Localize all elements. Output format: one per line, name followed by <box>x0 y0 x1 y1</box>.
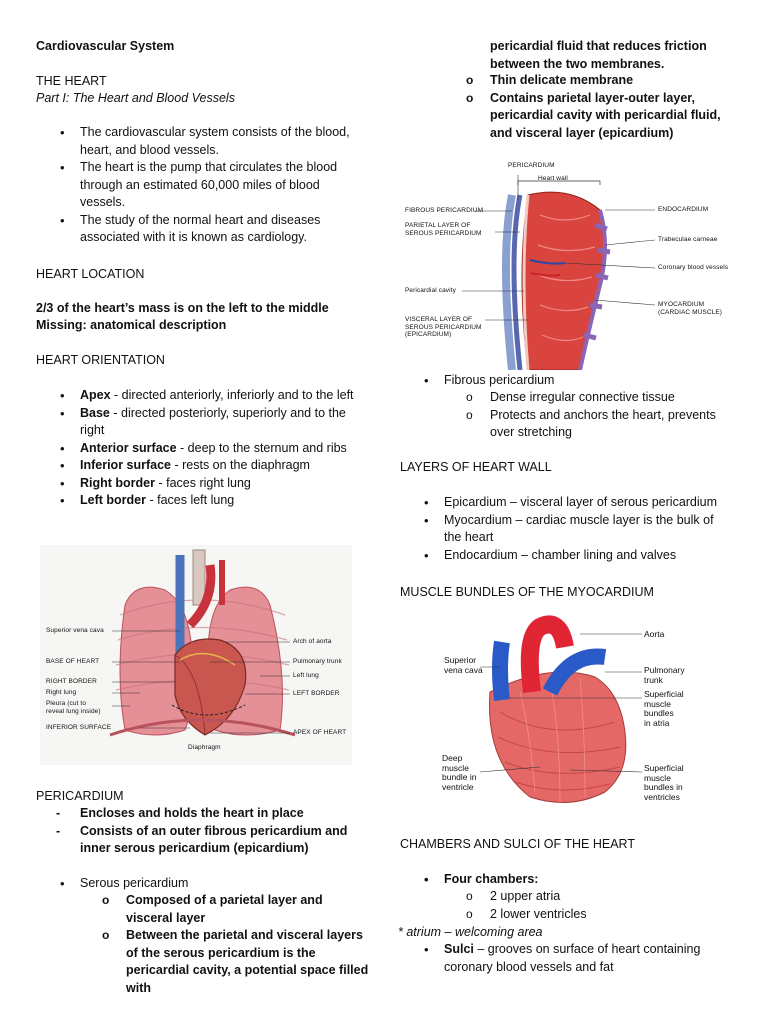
list-item: o 2 upper atria <box>400 888 740 906</box>
list-item: o Thin delicate membrane <box>400 72 730 90</box>
label-pericardial-cavity: Pericardial cavity <box>405 287 456 294</box>
orientation-item: • Inferior surface - rests on the diaphragm <box>36 457 370 475</box>
atrium-note: * atrium – welcoming area <box>398 925 543 939</box>
serous-sublist <box>36 892 369 997</box>
label-fibrous-pericardium: FIBROUS PERICARDIUM <box>405 207 484 214</box>
label-endocardium: ENDOCARDIUM <box>658 206 709 213</box>
orientation-heading: HEART ORIENTATION <box>36 353 165 367</box>
label-deep-muscle: Deep muscle bundle in ventricle <box>442 753 477 792</box>
orientation-list <box>36 387 366 510</box>
label-pulmonary-trunk: Pulmonary trunk <box>293 658 342 665</box>
list-item: o Protects and anchors the heart, prevents over stretching <box>400 407 740 442</box>
chambers-list <box>400 871 740 889</box>
document-title: Cardiovascular System <box>36 39 175 53</box>
sulci-list <box>400 941 740 976</box>
list-item: • Endocardium – chamber lining and valves <box>400 547 734 565</box>
label-superior-vena-cava-3: Superior vena cava <box>444 655 483 675</box>
label-superior-vena-cava: Superior vena cava <box>46 627 104 634</box>
list-item: • The study of the normal heart and diseases associated with it is known as cardiology. <box>36 212 362 247</box>
label-inferior-surface: INFERIOR SURFACE <box>46 724 112 731</box>
part-title: Part I: The Heart and Blood Vessels <box>36 91 235 105</box>
label-diaphragm: Diaphragm <box>188 744 221 751</box>
pericardium-heading: PERICARDIUM <box>36 789 124 803</box>
orientation-item: • Anterior surface - deep to the sternum and ribs <box>36 440 370 458</box>
orientation-item: • Left border - faces left lung <box>36 492 370 510</box>
continued-sublist <box>400 72 740 142</box>
label-superficial-atria: Superficial muscle bundles in atria <box>644 689 684 728</box>
location-line: 2/3 of the heart’s mass is on the left to the middle <box>36 301 329 315</box>
list-item: o Between the parietal and visceral layers of the serous pericardium is the pericardial cavity, a potential space filled with <box>36 927 372 997</box>
label-pericardium: PERICARDIUM <box>508 162 555 169</box>
orientation-item: • Right border - faces right lung <box>36 475 370 493</box>
label-coronary-vessels: Coronary blood vessels <box>658 264 729 271</box>
label-superficial-ventricles: Superficial muscle bundles in ventricles <box>644 763 684 802</box>
continued-text: pericardial fluid that reduces friction between the two membranes. <box>490 39 707 71</box>
list-item: • Epicardium – visceral layer of serous pericardium <box>400 494 734 512</box>
chambers-heading: CHAMBERS AND SULCI OF THE HEART <box>400 837 635 851</box>
label-trabeculae-carneae: Trabeculae carneae <box>658 236 718 243</box>
list-item: • Sulci – grooves on surface of heart containing coronary blood vessels and fat <box>400 941 734 976</box>
list-item: o Composed of a parietal layer and visceral layer <box>36 892 366 927</box>
list-item: o 2 lower ventricles <box>400 906 740 924</box>
list-item: • Four chambers: <box>400 871 740 889</box>
layers-list <box>400 494 740 564</box>
label-aorta: Aorta <box>644 629 665 639</box>
orientation-item: • Base - directed posteriorly, superiorly and to the right <box>36 405 362 440</box>
muscle-heading: MUSCLE BUNDLES OF THE MYOCARDIUM <box>400 585 654 599</box>
location-missing: Missing: anatomical description <box>36 318 227 332</box>
list-item: • Serous pericardium <box>36 875 366 893</box>
list-item: - Encloses and holds the heart in place <box>36 805 362 823</box>
list-item: • Fibrous pericardium <box>400 372 740 390</box>
location-heading: HEART LOCATION <box>36 267 145 281</box>
label-pulmonary-trunk-3: Pulmonary trunk <box>644 665 685 685</box>
heart-wall-figure <box>400 155 740 370</box>
muscle-bundles-figure <box>420 612 710 812</box>
label-arch-of-aorta: Arch of aorta <box>293 638 332 645</box>
serous-list <box>36 875 366 893</box>
label-parietal-layer: PARIETAL LAYER OF SEROUS PERICARDIUM <box>405 222 482 237</box>
orientation-item: • Apex - directed anteriorly, inferiorly and to the left <box>36 387 362 405</box>
pericardium-list <box>36 805 366 858</box>
label-base-of-heart: BASE OF HEART <box>46 658 100 665</box>
list-item: o Contains parietal layer-outer layer, pericardial cavity with pericardial fluid, and visceral layer (epicardium) <box>400 90 730 143</box>
list-item: o Dense irregular connective tissue <box>400 389 740 407</box>
label-pleura: Pleura (cut to reveal lung inside) <box>46 700 101 715</box>
fibrous-list <box>400 372 740 390</box>
chambers-sublist <box>400 888 740 923</box>
list-item: • The cardiovascular system consists of the blood, heart, and blood vessels. <box>36 124 362 159</box>
heart-heading: THE HEART <box>36 74 107 88</box>
layers-heading: LAYERS OF HEART WALL <box>400 460 552 474</box>
label-right-lung: Right lung <box>46 689 77 696</box>
heart-thorax-figure <box>40 545 352 765</box>
fibrous-sublist <box>400 389 740 442</box>
label-heart-wall: Heart wall <box>538 175 568 182</box>
label-myocardium: MYOCARDIUM (CARDIAC MUSCLE) <box>658 301 723 316</box>
list-item: • Myocardium – cardiac muscle layer is the bulk of the heart <box>400 512 734 547</box>
label-apex-of-heart: APEX OF HEART <box>293 729 347 736</box>
label-visceral-layer: VISCERAL LAYER OF SEROUS PERICARDIUM (EPICARDIUM) <box>405 316 482 338</box>
label-left-border: LEFT BORDER <box>293 690 340 697</box>
list-item: • The heart is the pump that circulates the blood through an estimated 60,000 miles of blood vessels. <box>36 159 362 212</box>
list-item: - Consists of an outer fibrous pericardium and inner serous pericardium (epicardium) <box>36 823 362 858</box>
label-right-border: RIGHT BORDER <box>46 678 97 685</box>
label-left-lung: Left lung <box>293 672 319 679</box>
intro-list <box>36 124 366 247</box>
